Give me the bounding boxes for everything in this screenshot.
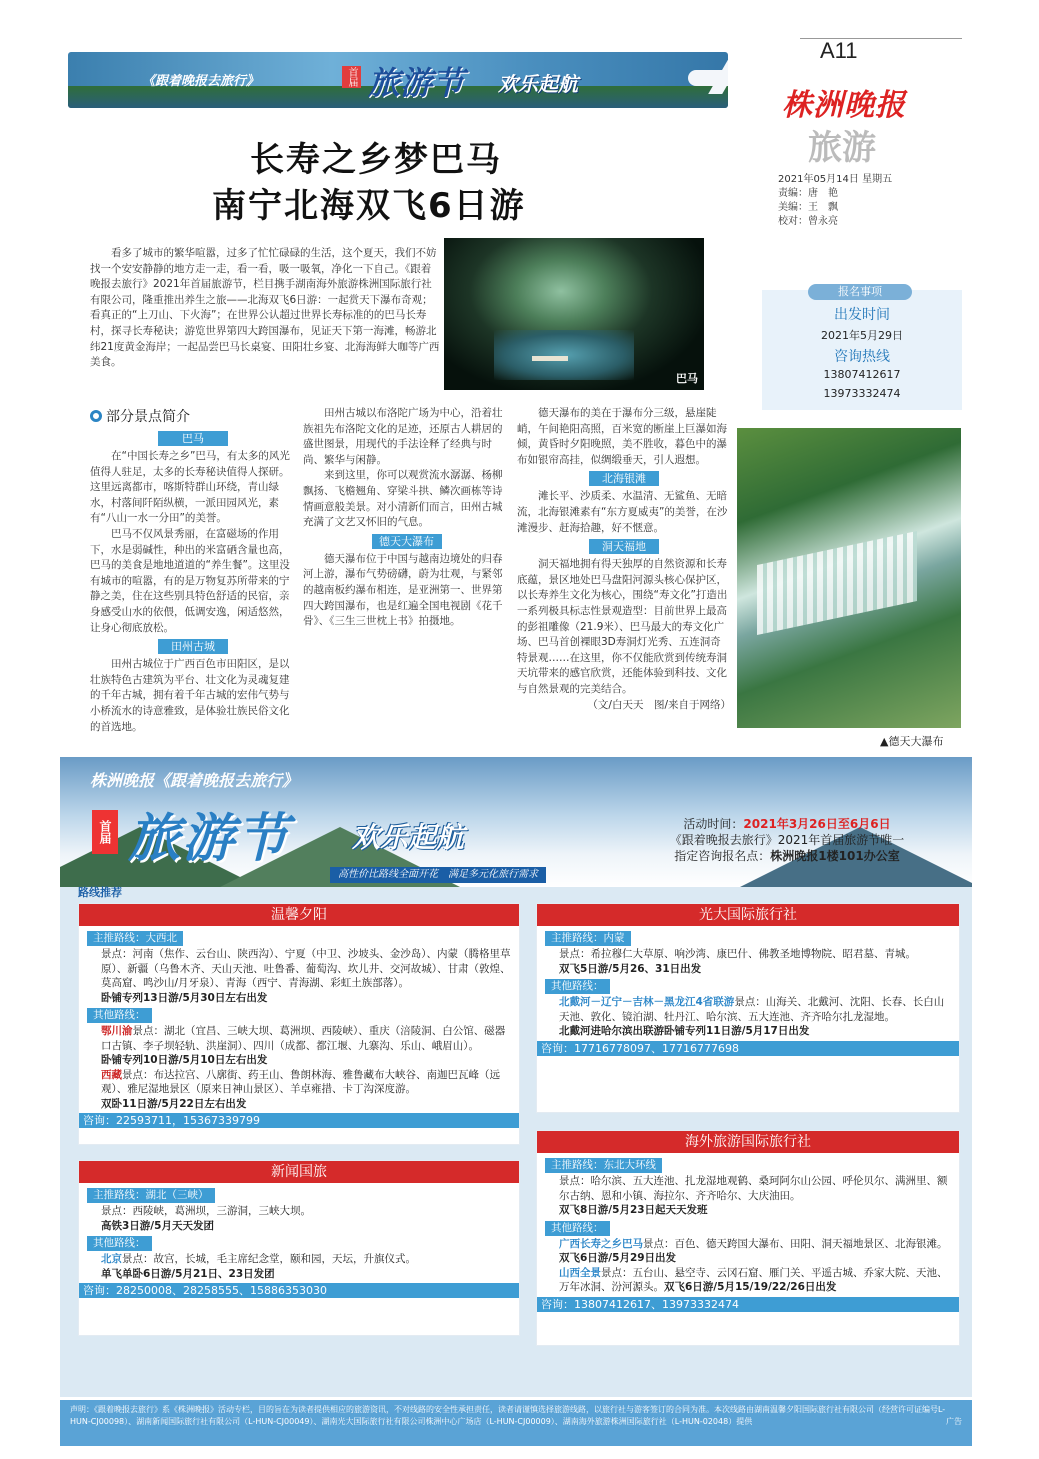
beihai-paragraph: 滩长平、沙质柔、水温清、无鲨鱼、无暗流，北海银滩素有“东方夏威夷”的美誉，在沙滩漫步、赶海拾趣，好不惬意。 (517, 490, 728, 534)
info-line-3-label: 指定咨询报名点： (674, 849, 771, 863)
main-route-trip: 双飞5日游/5月26、31日出发 (559, 962, 702, 975)
main-route-text: 景点：希拉穆仁大草原、响沙湾、康巴什、佛教圣地博物院、昭君墓、青城。 (559, 948, 916, 960)
other-route-tag: 其他路线： (545, 1221, 610, 1236)
ad-slogan: 高性价比路线全面开花 满足多元化旅行需求 (330, 867, 546, 883)
column-1 (90, 428, 296, 735)
main-route-text: 景点：河南（焦作、云台山、陕西沟）、宁夏（中卫、沙坡头、金沙岛）、内蒙（腾格里草原）、新疆（乌鲁木齐、天山天池、吐鲁番、葡萄沟、坎儿井、交河故城）、甘肃（敦煌、莫高窟、鸣沙山/月牙泉）、青海（西宁、青海湖、彩虹土族部落）。 (101, 948, 511, 989)
ad-joy: 欢乐起航 (352, 821, 465, 854)
detian-paragraph-1: 德天瀑布位于中国与越南边境处的归春河上游，瀑布气势磅礴，蔚为壮观，与紧邻的越南板约瀑布相连，是亚洲第一、世界第四大跨国瀑布，也是红遍全国电视剧《花千骨》、《三生三世枕上书》拍摄地。 (303, 552, 503, 628)
bama-paragraph-2: 巴马不仅风景秀丽，在富磁场的作用下，水是弱碱性，种出的米富硒含量也高，巴马的美食是地地道道的“养生餐”。这里没有城市的喧嚣，有的是万物复苏所带来的宁静之美，住在这些别具特色舒适的民宿，亲身感受山水的依偎，低调安逸，闲适悠然，让身心彻底放松。 (90, 527, 290, 634)
registration-head: 报名事项 (808, 284, 912, 300)
main-route-text: 景点：哈尔滨、五大连池、扎龙湿地观鹤、桑珂阿尔山公园、呼伦贝尔、满洲里、额尔古纳、恩和小镇、海拉尔、齐齐哈尔、大庆油田。 (559, 1175, 948, 1202)
photo-caption: 巴马 (676, 372, 698, 385)
banner-first-badge: 首届 (342, 66, 361, 88)
ad-title: 株洲晚报《跟着晚报去旅行》 (90, 771, 299, 790)
designer: 美编：王 飘 (778, 202, 838, 213)
route-trip: 北戴河进哈尔滨出联游卧铺专列11日游/5月17日出发 (559, 1025, 810, 1037)
issue-date: 2021年05月14日 星期五 (778, 174, 893, 185)
ad-tag: 广告 (946, 1417, 962, 1426)
tianzhou-paragraph-1: 田州古城位于广西百色市田阳区，是以壮族特色古建筑为平台、壮文化为灵魂复建的千年古城，拥有着千年古城的宏伟气势与小桥流水的诗意雅致，是体验壮族民俗文化的首选地。 (90, 658, 290, 733)
route-trip: 单飞单卧6日游/5月21日、23日发团 (101, 1267, 275, 1280)
detian-waterfall-photo (737, 428, 961, 728)
route-trip: 卧铺专列10日游/5月10日左右出发 (101, 1054, 268, 1066)
main-route-tag: 主推路线：湖北（三峡） (87, 1188, 215, 1203)
main-route-tag: 主推路线：大西北 (87, 931, 183, 946)
info-line-3-value: 株洲晚报1楼101办公室 (770, 849, 900, 863)
ad-festival-title: 旅游节 (128, 809, 291, 869)
circle-bullet-icon (90, 410, 102, 422)
route-trip: 双卧11日游/5月22日左右出发 (101, 1097, 247, 1110)
section-name: 旅游 (808, 128, 876, 168)
agency-card-xinwen (78, 1160, 520, 1336)
banner-subtitle: 《跟着晚报去旅行》 (142, 74, 260, 89)
disclaimer-text: 声明：《跟着晚报去旅行》系《株洲晚报》活动专栏，目的旨在为读者提供相应的旅游资讯，不对线路的安全性承担责任，读者请谨慎选择旅游线路，以旅行社与游客签订的合同为准。本次线路由湖南温馨夕阳国际旅行社有限公司（经营许可证编号L-HUN-CJ00098）、湖南新闻国际旅行社有限公司（L-HUN-CJ00049）、湖南光大国际旅行社有限公司株洲中心广场店（L-HUN-CJ00009）、湖南海外旅游株洲国际旅行社（L-HUN-02048）提供 (70, 1405, 946, 1426)
waterfall-shape (757, 531, 917, 635)
dongtian-paragraph: 洞天福地拥有得天独厚的自然资源和长寿底蕴，景区地处巴马盘阳河源头核心保护区，以长寿养生文化为核心，围绕“寿文化”打造出一系列极具标志性景观造型：目前世界上最高的彭祖雕像（21.9米）、巴马最大的寿文化广场、巴马首创裸眼3D寿洞灯光秀、五连洞奇特景观……在这里，你不仅能欣赏到传统寿洞天坑带来的感官欣赏，还能体验到科技、文化与自然景观的完美结合。 (517, 558, 728, 695)
editor: 责编：唐 艳 (778, 188, 838, 199)
contact-phone: 咨询：28250008、28258555、15886353030 (79, 1283, 519, 1298)
agency-name: 光大国际旅行社 (537, 904, 959, 926)
section-heading-text: 部分景点简介 (106, 409, 190, 425)
contact-phone: 咨询：13807412617、13973332474 (537, 1297, 959, 1312)
tianzhou-paragraph-2: 田州古城以布洛陀广场为中心，沿着壮族祖先布洛陀文化的足迹，还原古人耕居的盛世图景，用现代的手法诠释了经典与时尚、繁华与闲静。 (303, 407, 503, 466)
departure-date: 2021年5月29日 (821, 329, 903, 342)
agency-name: 温馨夕阳 (79, 904, 519, 926)
route-name: 北京 (101, 1253, 122, 1265)
agency-name: 海外旅游国际旅行社 (537, 1131, 959, 1153)
route-text: 景点：布达拉宫、八廓街、药王山、鲁朗林海、雅鲁藏布大峡谷、南迦巴瓦峰（远观）、雅尼湿地景区（原来日神山景区）、羊卓雍措、卡丁沟深度游。 (101, 1068, 500, 1095)
subhead-bama: 巴马 (158, 431, 228, 446)
bama-cave-photo (444, 238, 704, 390)
section-heading (90, 406, 190, 426)
agency-card-wenxin (78, 903, 520, 1145)
page-meta (778, 173, 892, 229)
bama-paragraph-1: 在“中国长寿之乡”巴马，有太多的风光值得人驻足，太多的长寿秘诀值得人探研。这里远离都市，喀斯特群山环绕，青山绿水，村落间阡陌纵横，一派田园风光，素有“八山一水一分田”的美誉。 (90, 450, 290, 525)
newspaper-logo: 株洲晚报 (782, 88, 906, 123)
top-banner (68, 52, 728, 108)
waterfall-caption: ▲德天大瀑布 (880, 735, 944, 748)
column-3 (517, 406, 731, 713)
route-name: 西藏 (101, 1068, 122, 1081)
route-text: 景点：故宫，长城，毛主席纪念堂，颐和园，天坛，升旗仪式。 (122, 1253, 416, 1265)
route-name: 鄂川渝 (101, 1025, 133, 1037)
route-text: 景点：湖北（宜昌、三峡大坝、葛洲坝、西陵峡）、重庆（涪陵洞、白公馆、磁器口古镇、李子坝轻轨、洪崖洞）、四川（成都、都江堰、九寨沟、乐山、峨眉山）。 (101, 1025, 506, 1052)
airplane-icon (688, 70, 728, 86)
other-route-tag: 其他路线： (545, 979, 610, 994)
article-credit: （文/白天天 图/来自于网络） (587, 698, 731, 711)
agency-card-haiwai (536, 1130, 960, 1346)
main-route-trip: 卧铺专列13日游/5月30日左右出发 (101, 991, 268, 1004)
agency-card-guangda (536, 903, 960, 1113)
column-2 (303, 406, 510, 630)
proofreader: 校对：曾永亮 (778, 216, 838, 227)
departure-label: 出发时间 (834, 307, 890, 323)
activity-dates: 2021年3月26日至6月6日 (743, 817, 891, 831)
page-number: A11 (820, 38, 858, 63)
route-name: 广西长寿之乡巴马 (559, 1237, 643, 1250)
other-route-tag: 其他路线： (87, 1236, 152, 1251)
article-intro: 看多了城市的繁华喧嚣，过多了忙忙碌碌的生活，这个夏天，我们不妨找一个安安静静的地方走一走，看一看，吸一吸氧，净化一下自己。《跟着晚报去旅行》2021年首届旅游节，栏目携手湖南海外旅游株洲国际旅行社有限公司，隆重推出养生之旅——北海双飞6日游：一起赏天下瀑布奇观；看真正的“上刀山、下火海”；在世界公认超过世界长寿标准的的巴马长寿村，探寻长寿秘诀；游览世界第四大跨国瀑布，见证天下第一海滩，畅游北纬21度黄金海岸；一起品尝巴马长桌宴、田阳壮乡宴、北海海鲜大咖等广西美食。 (90, 247, 440, 369)
main-route-tag: 主推路线：内蒙 (545, 931, 631, 946)
headline-line1: 长寿之乡梦巴马 (250, 140, 502, 180)
contact-phone: 咨询：17716778097、17716777698 (537, 1041, 959, 1056)
route-name: 山西全景 (559, 1266, 601, 1279)
route-text: 景点：百色、德天跨国大瀑布、田阳、洞天福地景区、北海银滩。 (643, 1237, 948, 1250)
detian-paragraph-2: 德天瀑布的美在于瀑布分三级，悬崖陡峭，午间艳阳高照，百米宽的断崖上巨瀑如海倾，黄昏时夕阳晚照，美不胜收，暮色中的瀑布如银帘高挂，似绸缎垂天，引人遐想。 (517, 407, 727, 466)
subhead-detian: 德天大瀑布 (372, 534, 442, 549)
hotline-label: 咨询热线 (834, 349, 890, 365)
headline-line2: 南宁北海双飞6日游 (212, 186, 526, 226)
agency-name: 新闻国旅 (79, 1161, 519, 1183)
main-route-trip: 高铁3日游/5月天天发团 (101, 1219, 214, 1232)
main-route-text: 景点：西陵峡，葛洲坝，三游洞，三峡大坝。 (101, 1205, 311, 1217)
photo-boat (532, 356, 568, 361)
subhead-tianzhou: 田州古城 (158, 639, 228, 654)
contact-phone: 咨询：22593711，15367339799 (79, 1113, 519, 1128)
activity-label: 活动时间： (683, 817, 744, 831)
ad-disclaimer (60, 1400, 972, 1446)
route-name: 北戴河－辽宁－吉林－黑龙江4省联游 (559, 996, 735, 1008)
subhead-beihai: 北海银滩 (589, 471, 659, 486)
banner-joy: 欢乐起航 (498, 72, 578, 96)
route-text: 景点：五台山、悬空寺、云冈石窟、雁门关、平遥古城、乔家大院、天池、万年冰洞、汾河源头。 (559, 1266, 948, 1293)
photo-water (494, 330, 634, 380)
subhead-dongtian: 洞天福地 (589, 539, 659, 554)
route-trip: 双飞6日游/5月15/19/22/26日出发 (664, 1281, 837, 1293)
ad-info (612, 816, 962, 864)
route-text: 景点：山海关、北戴河、沈阳、长春、长白山天池、敦化、镜泊湖、牡丹江、哈尔滨、五大连池、齐齐哈尔扎龙湿地。 (559, 996, 945, 1023)
info-line-2: 《跟着晚报去旅行》2021年首届旅游节唯一 (669, 833, 905, 847)
tianzhou-paragraph-3: 来到这里，你可以观赏流水潺潺、杨柳飘扬、飞檐翘角、穿梁斗拱、鳞次画栋等诗情画意般美景。对小清新们而言，田州古城充满了文艺又怀旧的气息。 (303, 469, 503, 529)
route-trip: 双飞6日游/5月29日出发 (559, 1252, 677, 1264)
route-recommend: 路线推荐 (78, 886, 122, 899)
main-route-tag: 主推路线：东北大环线 (545, 1158, 662, 1173)
hotline-phone-1: 13807412617 (823, 368, 901, 381)
banner-festival-title: 旅游节 (368, 64, 465, 102)
other-route-tag: 其他路线： (87, 1008, 152, 1023)
ad-first-badge: 首届 (92, 810, 118, 854)
hotline-phone-2: 13973332474 (823, 387, 901, 400)
main-route-trip: 双飞8日游/5月23日起天天发班 (559, 1204, 708, 1216)
